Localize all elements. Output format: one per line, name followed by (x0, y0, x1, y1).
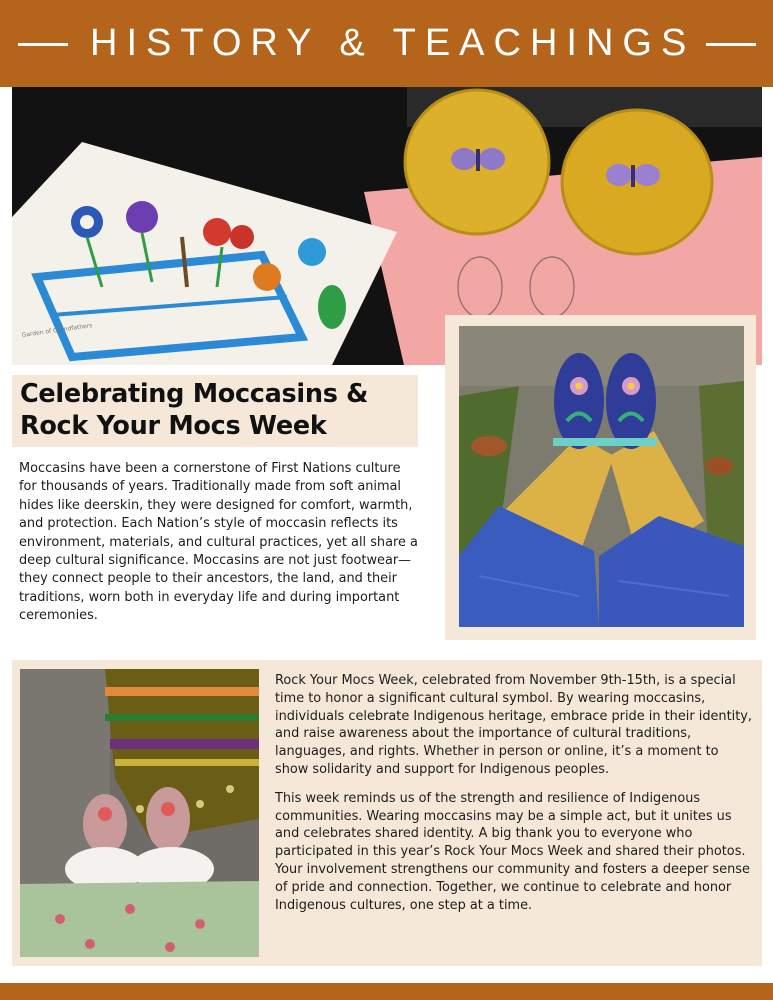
beaded-moccasins-photo-frame (445, 315, 756, 640)
fur-moccasins-photo (20, 669, 259, 957)
intro-paragraph: Moccasins have been a cornerstone of First Nations culture for thousands of years. Traditionally made from soft animal hides like deerskin, they were designed for comfort, warmth, and protection. Each Nation’s style of moccasin reflects its environment, materials, and cultural practices, yet all share a deep cultural significance. Moccasins are not just footwear—they connect people to their ancestors, the land, and their traditions, worn both in everyday life and during important ceremonies. (19, 461, 418, 624)
article-title (20, 378, 368, 442)
article-title-box (12, 375, 418, 447)
footer-bar (0, 983, 773, 1000)
beaded-moccasins-photo (459, 326, 744, 627)
rock-your-mocs-text (275, 672, 753, 925)
rock-your-mocs-paragraph: Rock Your Mocs Week, celebrated from November 9th-15th, is a special time to honor a significant cultural symbol. By wearing moccasins, individuals celebrate Indigenous heritage, embrace pride in their identity, and raise awareness about the importance of cultural traditions, languages, and rights. Whether in person or online, it’s a moment to show solidarity and support for Indigenous peoples. (275, 673, 753, 777)
page-title: HISTORY & TEACHINGS (90, 22, 696, 64)
article-title-line1: Celebrating Moccasins & (20, 379, 369, 409)
article-title-line2: Rock Your Mocs Week (20, 411, 327, 441)
page-header (0, 0, 773, 87)
artwork-caption: Garden of Grandfathers (21, 322, 93, 339)
thank-you-paragraph: This week reminds us of the strength and resilience of Indigenous communities. Wearing moccasins may be a simple act, but it unites us and celebrates shared identity. A big thank you to everyone who participated in this year’s Rock Your Mocs Week and shared their photos. Your involvement strengthens our community and fosters a deeper sense of pride and connection. Together, we continue to celebrate and honor Indigenous cultures, one step at a time. (275, 790, 750, 913)
rock-your-mocs-section (12, 660, 762, 966)
header-rule-right (706, 43, 756, 46)
header-rule-left (18, 43, 68, 46)
